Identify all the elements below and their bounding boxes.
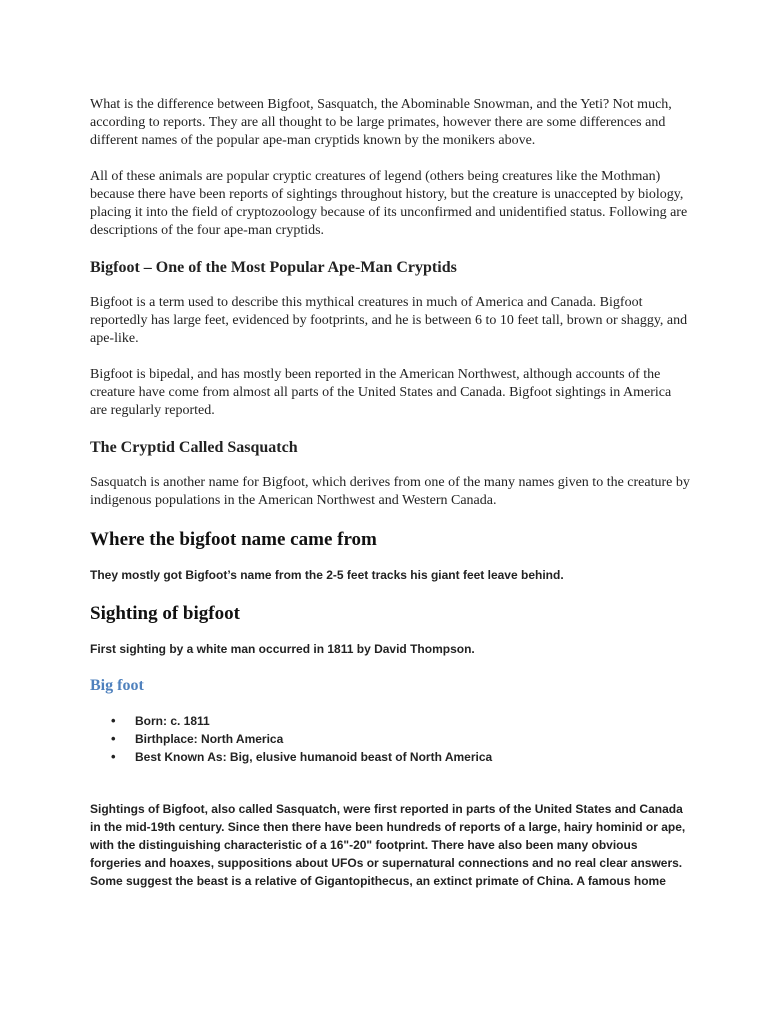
fact-label: Birthplace: (135, 732, 198, 746)
intro-paragraph-1: What is the difference between Bigfoot, Sasquatch, the Abominable Snowman, and the Yeti? Not much, according to reports. They are all thought to be large primates, however there are some differences and different names of the popular ape-man cryptids known by the monikers above. (90, 97, 672, 148)
bigfoot-paragraph-1: Bigfoot is a term used to describe this mythical creatures in much of America and Canada. Bigfoot reportedly has large feet, evidenced by footprints, and he is between 6 to 10 feet tall, brown or shaggy, and ape-like. (90, 295, 688, 346)
fact-label: Born: (135, 714, 167, 728)
closing-paragraph: Sightings of Bigfoot, also called Sasquatch, were first reported in parts of the United States and Canada in the mid-19th century. Since then there have been hundreds of reports of a large, hairy hominid or ape, with the distinguishing characteristic of a 16"-20" footprint. There have also been many obvious forgeries and hoaxes, suppositions about UFOs or supernatural connections and no real clear answers. Some suggest the beast is a relative of Gigantopithecus, an extinct primate of China. A famous home (90, 802, 686, 888)
fact-best-known-as (135, 748, 690, 766)
bigfoot-paragraph-2: Bigfoot is bipedal, and has mostly been reported in the American Northwest, although accounts of the creature have come from almost all parts of the United States and Canada. Bigfoot sightings in America are regularly reported. (90, 367, 672, 418)
bigfoot-heading: Bigfoot – One of the Most Popular Ape-Man Cryptids (90, 259, 457, 276)
profile-facts-list (90, 712, 690, 766)
sighting-paragraph: First sighting by a white man occurred in 1811 by David Thompson. (90, 642, 475, 656)
document-body (90, 96, 690, 902)
fact-value: c. 1811 (170, 714, 210, 728)
name-origin-paragraph: They mostly got Bigfoot’s name from the 2-5 feet tracks his giant feet leave behind. (90, 568, 564, 582)
fact-value: North America (201, 732, 284, 746)
fact-value: Big, elusive humanoid beast of North America (229, 750, 493, 764)
fact-born (135, 712, 690, 730)
fact-birthplace (135, 730, 690, 748)
fact-label: Best Known As: (135, 750, 227, 764)
name-origin-heading: Where the bigfoot name came from (90, 529, 377, 550)
sasquatch-heading: The Cryptid Called Sasquatch (90, 439, 298, 456)
sighting-heading: Sighting of bigfoot (90, 603, 240, 624)
intro-paragraph-2: All of these animals are popular cryptic creatures of legend (others being creatures like the Mothman) because there have been reports of sightings throughout history, but the creature is unaccepted by biology, placing it into the field of cryptozoology because of its unconfirmed and unidentified status. Following are descriptions of the four ape-man cryptids. (90, 169, 688, 238)
sasquatch-paragraph: Sasquatch is another name for Bigfoot, which derives from one of the many names given to the creature by indigenous populations in the American Northwest and Western Canada. (90, 475, 690, 508)
profile-heading: Big foot (90, 677, 144, 694)
